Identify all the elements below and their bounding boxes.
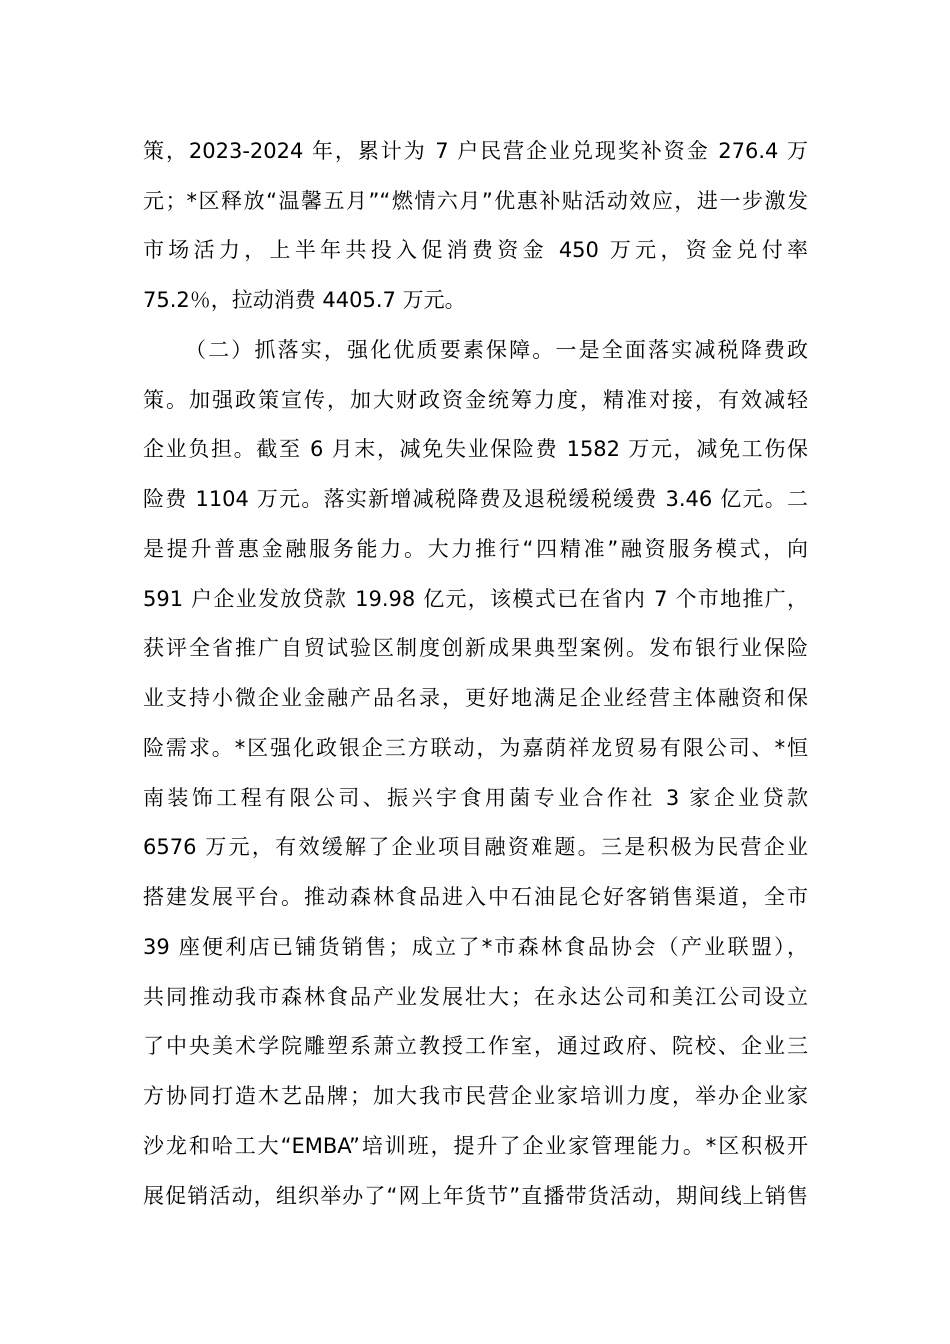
text-line: 策，2023-2024 年，累计为 7 户民营企业兑现奖补资金 276.4 万 <box>143 139 808 163</box>
text-line: 591 户企业发放贷款 19.98 亿元，该模式已在省内 7 个市地推广， <box>143 587 808 611</box>
text-line: 沙龙和哈工大“EMBA”培训班，提升了企业家管理能力。*区积极开 <box>143 1134 808 1158</box>
text-line: 共同推动我市森林食品产业发展壮大；在永达公司和美江公司设立 <box>143 985 808 1009</box>
text-line: 元；*区释放“温馨五月”“燃情六月”优惠补贴活动效应，进一步激发 <box>143 189 808 213</box>
text-line: 业支持小微企业金融产品名录，更好地满足企业经营主体融资和保 <box>143 686 808 710</box>
text-line: 市场活力，上半年共投入促消费资金 450 万元，资金兑付率 <box>143 238 808 262</box>
text-line: 75.2％，拉动消费 4405.7 万元。 <box>143 288 466 312</box>
text-line: 南装饰工程有限公司、振兴宇食用菌专业合作社 3 家企业贷款 <box>143 786 808 810</box>
text-line: 了中央美术学院雕塑系萧立教授工作室，通过政府、院校、企业三 <box>143 1034 808 1058</box>
text-line: 企业负担。截至 6 月末，减免失业保险费 1582 万元，减免工伤保 <box>143 437 808 461</box>
text-line: 6576 万元，有效缓解了企业项目融资难题。三是积极为民营企业 <box>143 835 808 859</box>
text-line: 展促销活动，组织举办了“网上年货节”直播带货活动，期间线上销售 <box>143 1184 808 1208</box>
text-line: 是提升普惠金融服务能力。大力推行“四精准”融资服务模式，向 <box>143 537 808 561</box>
text-line: 险需求。*区强化政银企三方联动，为嘉荫祥龙贸易有限公司、*恒 <box>143 736 808 760</box>
text-line: 方协同打造木艺品牌；加大我市民营企业家培训力度，举办企业家 <box>143 1084 808 1108</box>
text-line: 搭建发展平台。推动森林食品进入中石油昆仑好客销售渠道，全市 <box>143 885 808 909</box>
text-line: 险费 1104 万元。落实新增减税降费及退税缓税缓费 3.46 亿元。二 <box>143 487 808 511</box>
text-line-section-heading: （二）抓落实，强化优质要素保障。一是全面落实减税降费政 <box>185 338 808 362</box>
text-line: 39 座便利店已铺货销售；成立了*市森林食品协会（产业联盟）， <box>143 935 808 959</box>
text-line: 策。加强政策宣传，加大财政资金统筹力度，精准对接，有效减轻 <box>143 388 808 412</box>
text-line: 获评全省推广自贸试验区制度创新成果典型案例。发布银行业保险 <box>143 636 808 660</box>
